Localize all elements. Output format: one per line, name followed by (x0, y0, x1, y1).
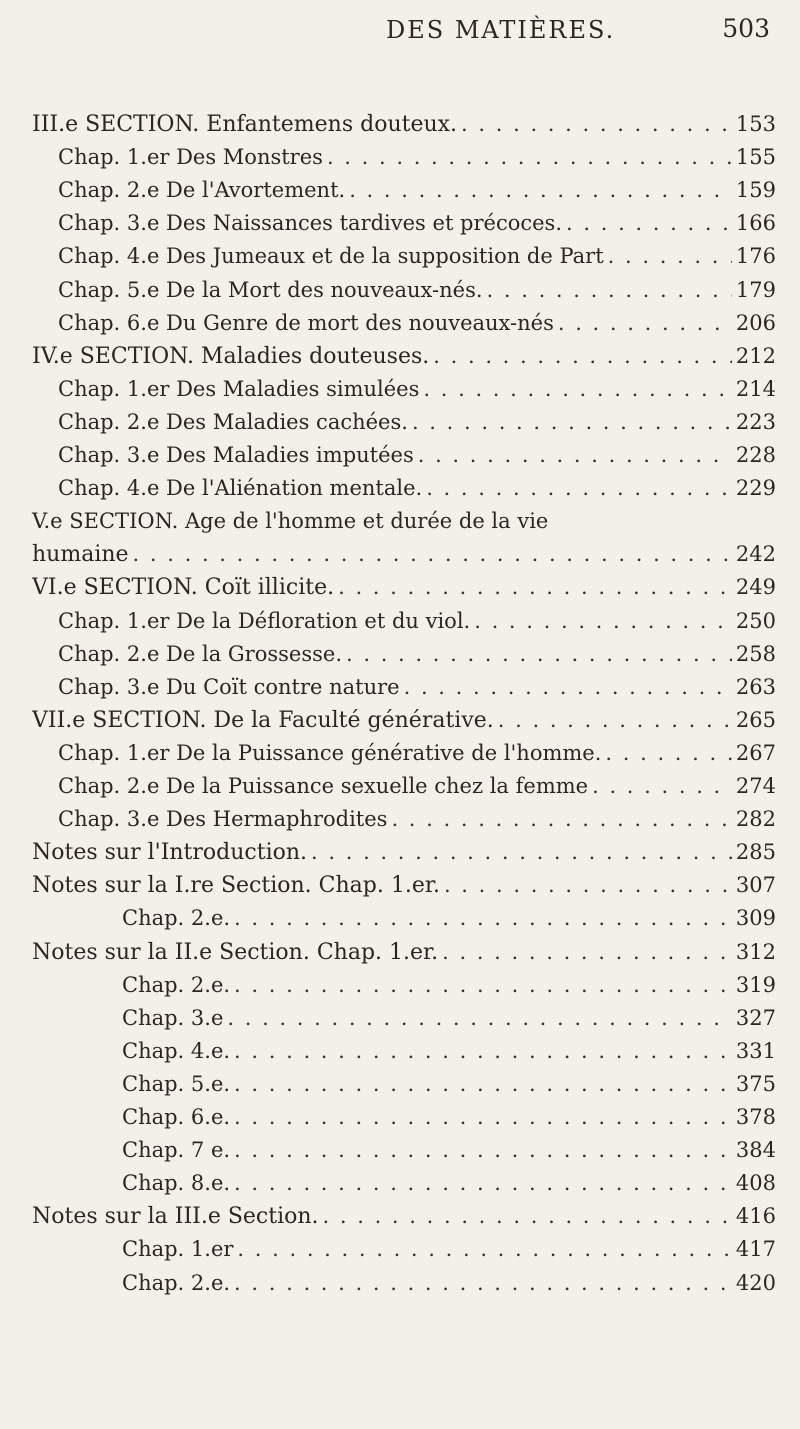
toc-entry[interactable] (122, 1035, 776, 1068)
toc-entry[interactable] (58, 207, 776, 240)
dot-leader (234, 1035, 732, 1068)
toc-page-number: 153 (735, 112, 776, 136)
toc-entry-label: Chap. 5.e. (122, 1071, 231, 1096)
toc-entry[interactable] (58, 770, 776, 803)
toc-entry[interactable] (58, 174, 776, 207)
toc-entry[interactable] (58, 307, 776, 340)
toc-entry[interactable] (58, 274, 776, 307)
toc-entry-label: Chap. 1.er De la Défloration et du viol. (58, 608, 471, 633)
toc-entry[interactable] (122, 902, 776, 935)
toc-entry-label: Chap. 5.e De la Mort des nouveaux-nés. (58, 277, 483, 302)
toc-page-number: 274 (735, 774, 776, 798)
toc-entry-label: Chap. 1.er Des Maladies simulées (58, 376, 420, 401)
dot-leader (426, 472, 732, 505)
toc-page-number: 214 (735, 376, 776, 401)
toc-entry-label: V.e SECTION. Age de l'homme et durée de la vie (32, 509, 549, 534)
toc-entry[interactable] (58, 373, 776, 406)
dot-leader (461, 108, 732, 141)
toc-page-number: 285 (735, 840, 776, 865)
dot-leader (237, 1233, 731, 1266)
toc-entry-label: IV.e SECTION. Maladies douteuses. (32, 343, 430, 369)
toc-entry-label: Chap. 1.er Des Monstres (58, 145, 323, 170)
dot-leader (346, 638, 732, 671)
dot-leader (566, 207, 732, 240)
toc-page-number: 249 (735, 575, 776, 600)
toc-entry-label: Chap. 2.e Des Maladies cachées. (58, 409, 408, 434)
toc-entry-label: Chap. 2.e De l'Avortement. (58, 178, 346, 203)
toc-entry[interactable] (32, 340, 776, 373)
toc-entry-label: Chap. 8.e. (122, 1171, 231, 1196)
toc-entry[interactable] (122, 1101, 776, 1134)
toc-entry-label: Chap. 7 e. (122, 1138, 231, 1163)
toc-entry-label: Chap. 2.e. (122, 972, 231, 997)
toc-entry-label: Chap. 2.e. (122, 906, 231, 931)
toc-entry-label: Notes sur la I.re Section. Chap. 1.er. (32, 873, 440, 899)
toc-page-number: 417 (735, 1237, 776, 1262)
toc-page-number: 265 (735, 707, 776, 732)
toc-entry[interactable] (32, 936, 776, 969)
dot-leader (418, 439, 732, 472)
toc-entry-label: Chap. 4.e. (122, 1038, 231, 1063)
dot-leader (323, 1200, 732, 1233)
toc-entry-label: Chap. 2.e De la Grossesse. (58, 641, 342, 666)
dot-leader (234, 1101, 732, 1134)
toc-entry[interactable] (58, 803, 776, 836)
toc-page-number: 258 (735, 641, 776, 666)
running-header (0, 12, 800, 52)
toc-entry-label: Chap. 2.e. (122, 1270, 231, 1295)
toc-page-number: 319 (735, 972, 776, 997)
dot-leader (433, 340, 732, 373)
toc-entry[interactable] (58, 141, 776, 174)
toc-entry[interactable] (32, 704, 776, 737)
toc-entry[interactable] (122, 969, 776, 1002)
toc-page-number: 282 (735, 807, 776, 832)
header-title: DES MATIÈRES. (386, 16, 616, 44)
toc-entry-label: VI.e SECTION. Coït illicite. (32, 575, 335, 601)
toc-entry[interactable] (58, 737, 776, 770)
toc-page-number: 307 (735, 873, 776, 898)
toc-page-number: 166 (735, 211, 776, 236)
dot-leader (311, 836, 732, 869)
toc-page-number: 408 (735, 1171, 776, 1196)
toc-entry-label: Chap. 3.e Des Maladies imputées (58, 443, 414, 467)
toc-entry[interactable] (32, 108, 776, 141)
toc-page-number: 312 (735, 939, 776, 964)
toc-page-number: 212 (735, 343, 776, 368)
toc-entry[interactable] (32, 869, 776, 902)
dot-leader (227, 1002, 732, 1035)
dot-leader (404, 671, 732, 704)
toc-page-number: 378 (735, 1105, 776, 1129)
toc-entry[interactable] (122, 1167, 776, 1200)
toc-page-number: 267 (735, 740, 776, 765)
toc-entry-label: Notes sur l'Introduction. (32, 840, 308, 866)
toc-page-number: 229 (735, 476, 776, 501)
dot-leader (391, 803, 731, 836)
toc-entry[interactable] (58, 472, 776, 505)
toc-page-number: 228 (735, 443, 776, 467)
dot-leader (474, 605, 732, 638)
toc-entry-label: Chap. 3.e Des Naissances tardives et précoces. (58, 211, 563, 236)
toc-entry-label: Chap. 6.e Du Genre de mort des nouveaux-nés (58, 310, 554, 335)
toc-entry[interactable] (32, 571, 776, 604)
toc-page-number: 416 (735, 1204, 776, 1229)
toc-page-number: 327 (735, 1005, 776, 1030)
toc-entry[interactable] (122, 1233, 776, 1266)
dot-leader (412, 406, 732, 439)
dot-leader (234, 902, 732, 935)
toc-entry[interactable] (58, 439, 776, 472)
toc-entry-continuation: humaine (32, 542, 129, 568)
dot-leader (605, 737, 732, 770)
toc-page-number: 179 (735, 277, 776, 302)
toc-entry-label: Chap. 3.e (122, 1005, 224, 1030)
toc-entry[interactable] (32, 538, 776, 571)
dot-leader (444, 869, 732, 902)
dot-leader (349, 174, 732, 207)
toc-entry[interactable] (58, 605, 776, 638)
toc-page-number: 263 (735, 674, 776, 699)
dot-leader (133, 538, 732, 571)
toc-page-number: 309 (735, 906, 776, 931)
toc-entry-label: III.e SECTION. Enfantemens douteux. (32, 112, 458, 137)
toc-page-number: 384 (735, 1138, 776, 1163)
toc-entry[interactable] (58, 638, 776, 671)
dot-leader (234, 1267, 732, 1300)
toc-entry-label: Chap. 6.e. (122, 1105, 231, 1129)
toc-page-number: 375 (735, 1071, 776, 1096)
dot-leader (234, 1167, 732, 1200)
dot-leader (608, 240, 732, 273)
toc-entry-label: Chap. 1.er (122, 1237, 234, 1262)
toc-entry-label: Notes sur la II.e Section. Chap. 1.er. (32, 939, 439, 965)
toc-page-number: 206 (735, 310, 776, 335)
toc-entry[interactable] (58, 240, 776, 273)
dot-leader (592, 770, 732, 803)
dot-leader (234, 1134, 732, 1167)
toc-entry-label: Chap. 3.e Des Hermaphrodites (58, 807, 388, 832)
toc-entry[interactable] (122, 1134, 776, 1167)
toc-page-number: 420 (735, 1270, 776, 1295)
toc-page-number: 331 (735, 1038, 776, 1063)
toc-entry-label: VII.e SECTION. De la Faculté générative. (32, 707, 494, 733)
toc-page-number: 250 (735, 608, 776, 633)
dot-leader (327, 141, 732, 174)
header-page-number: 503 (722, 14, 770, 43)
toc-entry[interactable] (122, 1068, 776, 1101)
dot-leader (498, 704, 732, 737)
toc-page-number: 176 (735, 244, 776, 269)
toc-entry-label: Chap. 4.e De l'Aliénation mentale. (58, 476, 423, 501)
dot-leader (338, 571, 732, 604)
dot-leader (234, 969, 732, 1002)
toc-entry[interactable] (32, 836, 776, 869)
dot-leader (487, 274, 732, 307)
toc-entry[interactable] (122, 1002, 776, 1035)
dot-leader (234, 1068, 732, 1101)
dot-leader (442, 936, 732, 969)
toc-entry-label: Chap. 3.e Du Coït contre nature (58, 674, 400, 699)
toc-entry[interactable] (32, 1200, 776, 1233)
toc-entry-label: Chap. 1.er De la Puissance générative de l'homme. (58, 740, 602, 765)
dot-leader (423, 373, 732, 406)
toc-page-number: 223 (735, 409, 776, 434)
toc-entry[interactable] (122, 1267, 776, 1300)
toc-page-number: 242 (735, 542, 776, 567)
toc-page-number: 155 (735, 145, 776, 170)
toc-entry[interactable] (58, 406, 776, 439)
toc-entry-label: Chap. 2.e De la Puissance sexuelle chez la femme (58, 774, 589, 798)
toc-entry[interactable] (58, 671, 776, 704)
toc-entry-label: Notes sur la III.e Section. (32, 1204, 319, 1230)
toc-entry-label: Chap. 4.e Des Jumeaux et de la supposition de Part (58, 244, 604, 269)
dot-leader (558, 307, 732, 340)
toc-page-number: 159 (735, 178, 776, 203)
